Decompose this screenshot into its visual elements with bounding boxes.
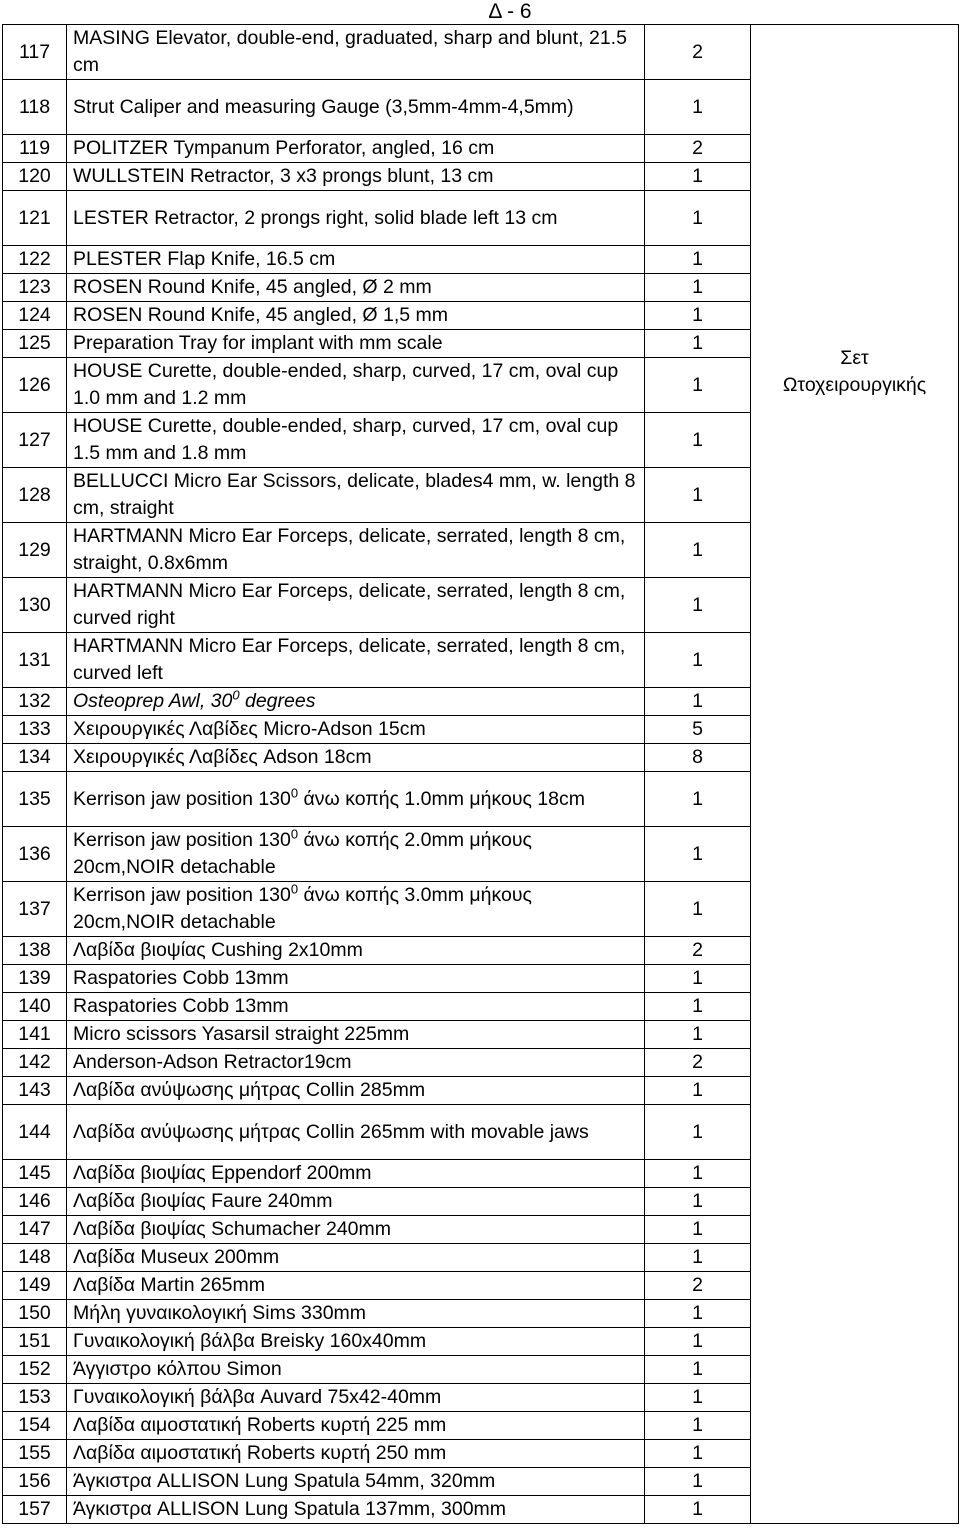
item-description: PLESTER Flap Knife, 16.5 cm [67, 246, 645, 274]
item-number: 137 [3, 882, 67, 937]
item-quantity: 1 [645, 1440, 751, 1468]
item-description: Λαβίδα ανύψωσης μήτρας Collin 285mm [67, 1077, 645, 1105]
item-number: 124 [3, 302, 67, 330]
degree-superscript: 0 [232, 687, 240, 703]
description-text: άνω κοπής 1.0mm μήκους 18cm [298, 787, 586, 810]
description-text: Kerrison jaw position 130 [73, 787, 291, 810]
item-number: 130 [3, 578, 67, 633]
item-quantity: 1 [645, 1384, 751, 1412]
item-number: 153 [3, 1384, 67, 1412]
item-description: Λαβίδα Museux 200mm [67, 1244, 645, 1272]
item-number: 117 [3, 25, 67, 80]
item-quantity: 1 [645, 578, 751, 633]
item-number: 138 [3, 937, 67, 965]
item-description: HOUSE Curette, double-ended, sharp, curved, 17 cm, oval cup 1.0 mm and 1.2 mm [67, 358, 645, 413]
item-quantity: 1 [645, 827, 751, 882]
item-number: 149 [3, 1272, 67, 1300]
item-description: POLITZER Tympanum Perforator, angled, 16 cm [67, 135, 645, 163]
item-quantity: 1 [645, 688, 751, 716]
item-number: 150 [3, 1300, 67, 1328]
item-number: 135 [3, 772, 67, 827]
item-description: Λαβίδα Martin 265mm [67, 1272, 645, 1300]
item-number: 123 [3, 274, 67, 302]
item-quantity: 1 [645, 468, 751, 523]
item-description: Anderson-Adson Retractor19cm [67, 1049, 645, 1077]
item-number: 156 [3, 1468, 67, 1496]
page-header [0, 0, 960, 24]
item-description: Λαβίδα βιοψίας Cushing 2x10mm [67, 937, 645, 965]
item-quantity: 2 [645, 1272, 751, 1300]
item-quantity: 1 [645, 191, 751, 246]
item-quantity: 1 [645, 1160, 751, 1188]
item-description: Micro scissors Yasarsil straight 225mm [67, 1021, 645, 1049]
item-quantity: 1 [645, 358, 751, 413]
item-number: 144 [3, 1105, 67, 1160]
item-quantity: 2 [645, 937, 751, 965]
item-quantity: 1 [645, 965, 751, 993]
item-number: 119 [3, 135, 67, 163]
item-description: Άγκιστρα ALLISON Lung Spatula 54mm, 320mm [67, 1468, 645, 1496]
description-text: Kerrison jaw position 130 [73, 884, 291, 906]
item-description: HOUSE Curette, double-ended, sharp, curved, 17 cm, oval cup 1.5 mm and 1.8 mm [67, 413, 645, 468]
item-quantity: 2 [645, 25, 751, 80]
item-quantity: 1 [645, 993, 751, 1021]
item-description: Λαβίδα βιοψίας Faure 240mm [67, 1188, 645, 1216]
description-text: άνω κοπής 2.0mm μήκους 20cm,NOIR detachable [73, 829, 532, 878]
item-number: 145 [3, 1160, 67, 1188]
item-quantity: 1 [645, 1021, 751, 1049]
item-quantity: 1 [645, 274, 751, 302]
item-number: 122 [3, 246, 67, 274]
item-number: 136 [3, 827, 67, 882]
item-number: 147 [3, 1216, 67, 1244]
table-row [3, 25, 959, 80]
item-quantity: 1 [645, 1244, 751, 1272]
item-description: Χειρουργικές Λαβίδες Adson 18cm [67, 744, 645, 772]
instrument-table [2, 24, 959, 1524]
item-number: 127 [3, 413, 67, 468]
item-description: Χειρουργικές Λαβίδες Micro-Adson 15cm [67, 716, 645, 744]
item-quantity: 1 [645, 1300, 751, 1328]
item-number: 141 [3, 1021, 67, 1049]
item-number: 151 [3, 1328, 67, 1356]
item-description: Λαβίδα βιοψίας Eppendorf 200mm [67, 1160, 645, 1188]
item-number: 133 [3, 716, 67, 744]
description-text: Kerrison jaw position 130 [73, 829, 291, 851]
degree-superscript: 0 [290, 785, 299, 800]
item-description: Μήλη γυναικολογική Sims 330mm [67, 1300, 645, 1328]
item-description: Raspatories Cobb 13mm [67, 993, 645, 1021]
item-quantity: 1 [645, 246, 751, 274]
item-quantity: 1 [645, 302, 751, 330]
group-label-line1: Σετ [840, 347, 869, 369]
item-quantity: 1 [645, 1105, 751, 1160]
item-number: 118 [3, 80, 67, 135]
item-quantity: 1 [645, 163, 751, 191]
section-label: Δ - 6 [488, 0, 532, 23]
item-quantity: 1 [645, 1328, 751, 1356]
item-number: 154 [3, 1412, 67, 1440]
item-quantity: 1 [645, 1496, 751, 1524]
item-description: Strut Caliper and measuring Gauge (3,5mm-4mm-4,5mm) [67, 80, 645, 135]
item-quantity: 1 [645, 523, 751, 578]
item-number: 126 [3, 358, 67, 413]
item-description: Λαβίδα αιμοστατική Roberts κυρτή 250 mm [67, 1440, 645, 1468]
item-quantity: 5 [645, 716, 751, 744]
item-description: Άγγιστρο κόλπου Simon [67, 1356, 645, 1384]
item-description: Preparation Tray for implant with mm scale [67, 330, 645, 358]
item-number: 157 [3, 1496, 67, 1524]
item-quantity: 1 [645, 413, 751, 468]
item-number: 131 [3, 633, 67, 688]
item-number: 129 [3, 523, 67, 578]
item-number: 146 [3, 1188, 67, 1216]
item-quantity: 1 [645, 1077, 751, 1105]
degree-superscript: 0 [290, 881, 299, 897]
item-description: Άγκιστρα ALLISON Lung Spatula 137mm, 300mm [67, 1496, 645, 1524]
group-label-line2: Ωτοχειρουργικής [782, 374, 927, 396]
item-description [67, 882, 645, 937]
set-group-label [751, 25, 959, 1524]
item-description: MASING Elevator, double-end, graduated, sharp and blunt, 21.5 cm [67, 25, 645, 80]
description-text: degrees [239, 690, 316, 712]
item-description [67, 772, 645, 827]
item-description: BELLUCCI Micro Ear Scissors, delicate, blades4 mm, w. length 8 cm, straight [67, 468, 645, 523]
item-number: 140 [3, 993, 67, 1021]
item-description: HARTMANN Micro Ear Forceps, delicate, serrated, length 8 cm, curved left [67, 633, 645, 688]
item-number: 152 [3, 1356, 67, 1384]
item-description: ROSEN Round Knife, 45 angled, Ø 1,5 mm [67, 302, 645, 330]
item-number: 148 [3, 1244, 67, 1272]
item-quantity: 1 [645, 1188, 751, 1216]
item-description: Γυναικολογική βάλβα Breisky 160x40mm [67, 1328, 645, 1356]
item-number: 155 [3, 1440, 67, 1468]
item-quantity: 1 [645, 633, 751, 688]
item-description [67, 688, 645, 716]
item-description: Λαβίδα βιοψίας Schumacher 240mm [67, 1216, 645, 1244]
item-number: 132 [3, 688, 67, 716]
item-quantity: 1 [645, 80, 751, 135]
item-number: 143 [3, 1077, 67, 1105]
item-number: 125 [3, 330, 67, 358]
item-number: 139 [3, 965, 67, 993]
item-description: HARTMANN Micro Ear Forceps, delicate, serrated, length 8 cm, straight, 0.8x6mm [67, 523, 645, 578]
degree-superscript: 0 [290, 826, 299, 842]
item-quantity: 2 [645, 1049, 751, 1077]
item-description: Raspatories Cobb 13mm [67, 965, 645, 993]
instrument-table-body [3, 25, 959, 1524]
item-quantity: 1 [645, 1468, 751, 1496]
item-quantity: 1 [645, 882, 751, 937]
item-description: HARTMANN Micro Ear Forceps, delicate, serrated, length 8 cm, curved right [67, 578, 645, 633]
item-description: LESTER Retractor, 2 prongs right, solid blade left 13 cm [67, 191, 645, 246]
item-quantity: 1 [645, 330, 751, 358]
item-number: 120 [3, 163, 67, 191]
item-quantity: 1 [645, 772, 751, 827]
item-number: 128 [3, 468, 67, 523]
description-text: Osteoprep Awl, 30 [73, 690, 233, 712]
item-quantity: 8 [645, 744, 751, 772]
item-number: 134 [3, 744, 67, 772]
item-description: Λαβίδα ανύψωσης μήτρας Collin 265mm with movable jaws [67, 1105, 645, 1160]
item-description: Γυναικολογική βάλβα Auvard 75x42-40mm [67, 1384, 645, 1412]
item-description: WULLSTEIN Retractor, 3 x3 prongs blunt, 13 cm [67, 163, 645, 191]
description-text: άνω κοπής 3.0mm μήκους 20cm,NOIR detachable [73, 884, 532, 933]
item-description: ROSEN Round Knife, 45 angled, Ø 2 mm [67, 274, 645, 302]
item-description [67, 827, 645, 882]
item-quantity: 2 [645, 135, 751, 163]
item-number: 142 [3, 1049, 67, 1077]
item-quantity: 1 [645, 1412, 751, 1440]
item-number: 121 [3, 191, 67, 246]
item-description: Λαβίδα αιμοστατική Roberts κυρτή 225 mm [67, 1412, 645, 1440]
item-quantity: 1 [645, 1216, 751, 1244]
item-quantity: 1 [645, 1356, 751, 1384]
